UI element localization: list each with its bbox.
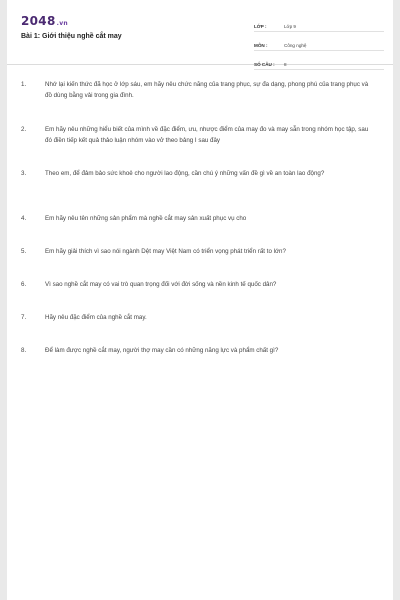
- site-logo[interactable]: [21, 14, 68, 28]
- question-number: 6.: [21, 281, 27, 288]
- question-item: [21, 345, 376, 356]
- question-text: Em hãy nêu tên những sản phẩm mà nghề cắt may sản xuất phục vụ cho: [45, 215, 247, 222]
- question-number: 3.: [21, 170, 27, 177]
- logo-domain: .vn: [56, 20, 68, 27]
- question-number: 5.: [21, 248, 27, 255]
- meta-row-subject: [254, 35, 384, 51]
- question-text: Em hãy nêu những hiểu biết của mình về đặc điểm, ưu, nhược điểm của may đo và may sẵn trong nhóm học tập, sau đó điền tiếp kết quả thảo luận nhóm vào vở theo bảng I sau đây: [45, 126, 369, 144]
- question-number: 2.: [21, 126, 27, 133]
- worksheet-header: [7, 0, 393, 65]
- question-text: Để làm được nghề cắt may, người thợ may cần có những năng lực và phẩm chất gì?: [45, 347, 279, 354]
- question-number: 4.: [21, 215, 27, 222]
- meta-value: 8: [284, 62, 287, 67]
- lesson-title: Bài 1: Giới thiệu nghề cắt may: [21, 33, 122, 40]
- meta-value: Công nghệ: [284, 43, 307, 48]
- worksheet-page: [7, 0, 393, 600]
- question-item: [21, 124, 376, 146]
- worksheet-meta: [254, 16, 384, 73]
- meta-row-question-count: [254, 54, 384, 70]
- meta-label: MÔN :: [254, 43, 268, 48]
- question-number: 1.: [21, 81, 27, 88]
- question-item: [21, 312, 376, 323]
- question-number: 7.: [21, 314, 27, 321]
- question-text: Em hãy giải thích vì sao nói ngành Dệt may Việt Nam có triển vọng phát triển rất to lớn?: [45, 248, 286, 255]
- question-text: Hãy nêu đặc điểm của nghề cắt may.: [45, 314, 147, 321]
- question-text: Vì sao nghề cắt may có vai trò quan trọng đối với đời sống và nền kinh tế quốc dân?: [45, 281, 277, 288]
- question-item: [21, 168, 376, 179]
- question-item: [21, 79, 376, 101]
- meta-row-grade: [254, 16, 384, 32]
- question-item: [21, 279, 376, 290]
- meta-label: LỚP :: [254, 24, 267, 29]
- meta-value: Lớp 9: [284, 24, 296, 29]
- question-text: Nhớ lại kiến thức đã học ở lớp sáu, em hãy nêu chức năng của trang phục, sự đa dạng, phong phú của trang phục và đồ dùng bằng vải trong gia đình.: [45, 81, 369, 99]
- question-item: [21, 213, 376, 224]
- meta-label: SỐ CÂU :: [254, 62, 275, 67]
- question-number: 8.: [21, 347, 27, 354]
- logo-text: 2048: [21, 14, 56, 28]
- question-text: Theo em, để đảm bảo sức khoẻ cho người lao động, cần chú ý những vấn đề gì về an toàn lao động?: [45, 170, 325, 177]
- question-item: [21, 246, 376, 257]
